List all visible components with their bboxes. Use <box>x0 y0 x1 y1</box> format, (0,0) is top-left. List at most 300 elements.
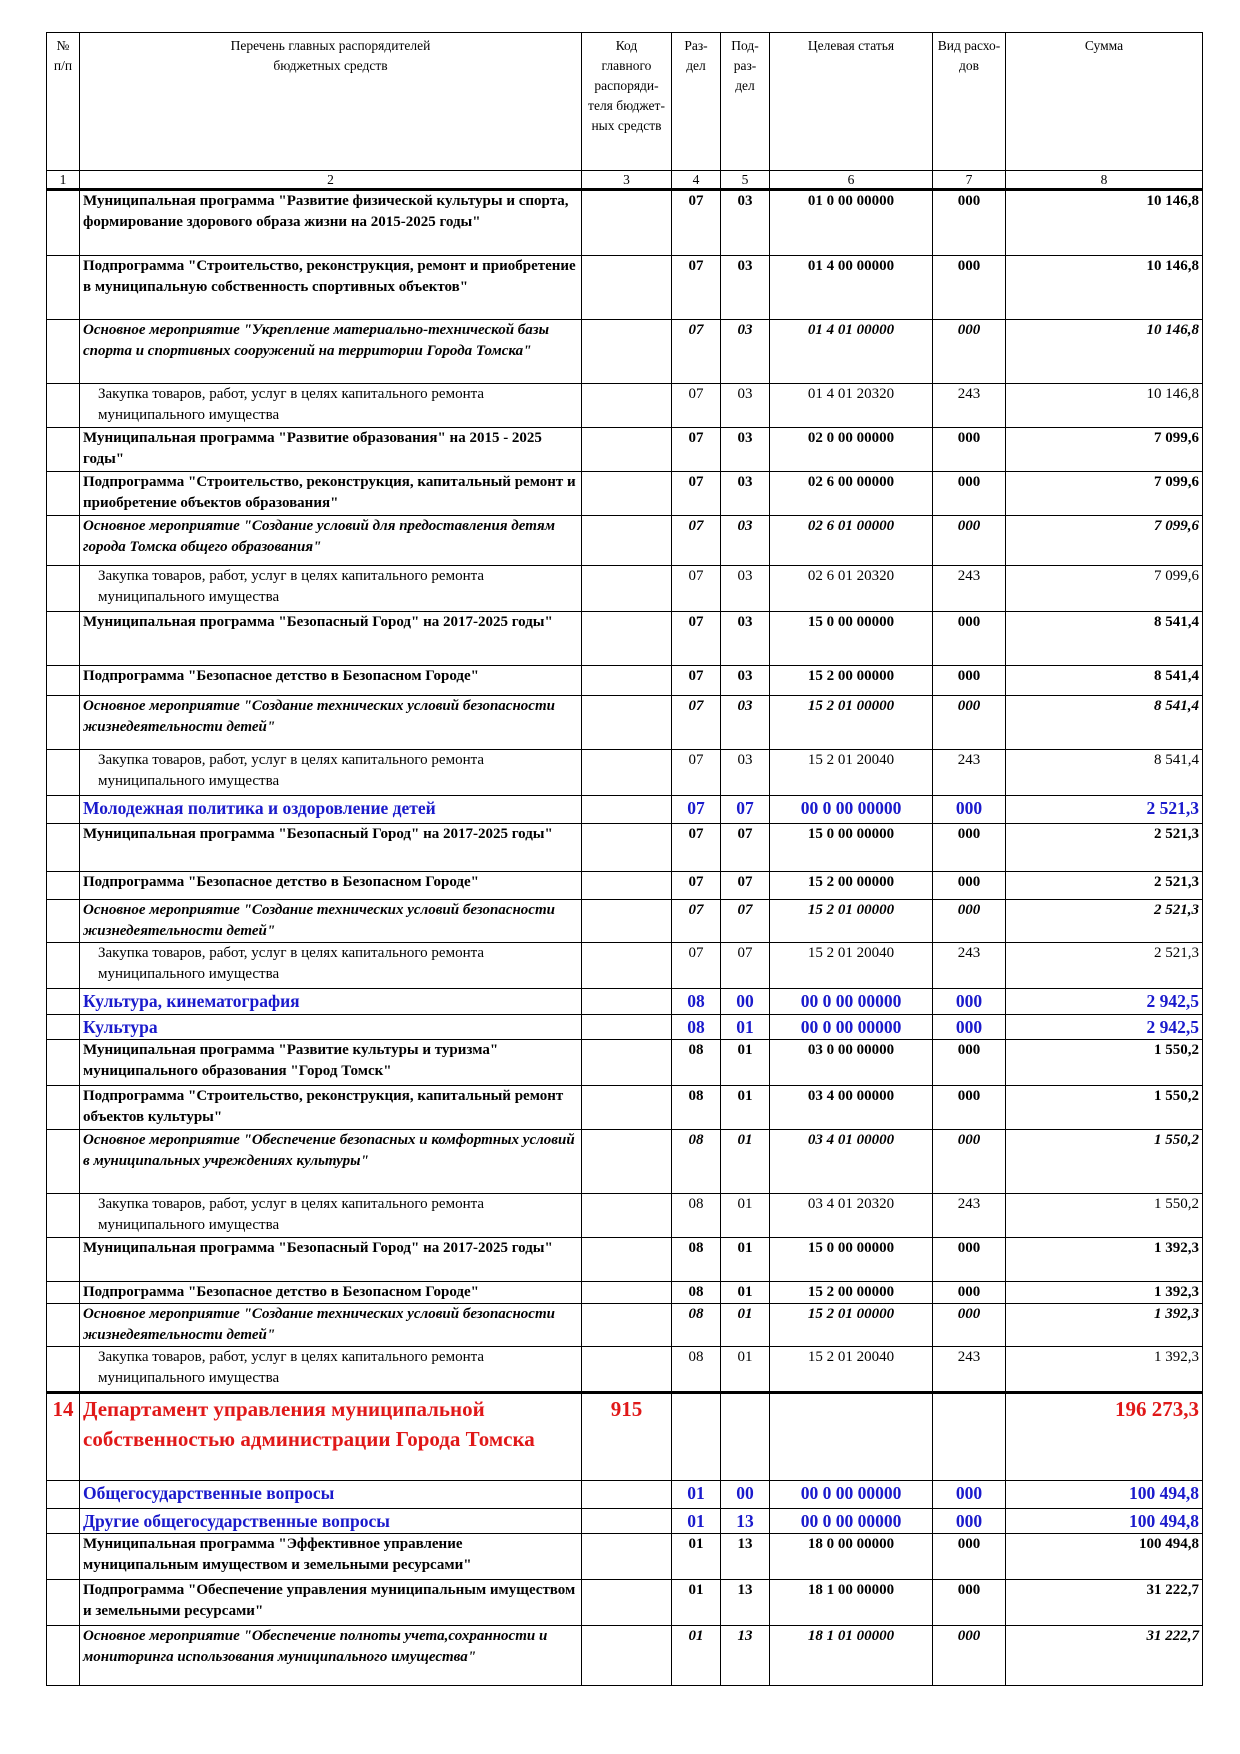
row-razdel: 08 <box>672 1194 721 1238</box>
row-sum: 7 099,6 <box>1006 428 1203 472</box>
column-number: 3 <box>582 171 672 190</box>
row-code <box>582 1509 672 1534</box>
row-razdel: 07 <box>672 900 721 943</box>
row-razdel: 07 <box>672 943 721 989</box>
table-row <box>47 1304 1203 1347</box>
table-row <box>47 796 1203 824</box>
column-number: 5 <box>721 171 770 190</box>
row-podrazdel: 03 <box>721 190 770 256</box>
table-row <box>47 1580 1203 1626</box>
table-row <box>47 943 1203 989</box>
row-name: Подпрограмма "Безопасное детство в Безопасном Городе" <box>80 1282 582 1304</box>
row-sum: 8 541,4 <box>1006 696 1203 750</box>
row-code <box>582 516 672 566</box>
row-number <box>47 256 80 320</box>
row-name: Закупка товаров, работ, услуг в целях капитального ремонта муниципального имущества <box>80 750 582 796</box>
row-razdel: 07 <box>672 472 721 516</box>
row-razdel: 01 <box>672 1509 721 1534</box>
row-expense-type: 000 <box>933 1534 1006 1580</box>
table-row <box>47 824 1203 872</box>
row-target-article: 01 4 00 00000 <box>770 256 933 320</box>
row-sum: 10 146,8 <box>1006 320 1203 384</box>
row-name: Культура, кинематография <box>80 989 582 1015</box>
row-code <box>582 943 672 989</box>
row-target-article: 03 4 01 20320 <box>770 1194 933 1238</box>
row-sum: 10 146,8 <box>1006 190 1203 256</box>
row-razdel: 07 <box>672 612 721 666</box>
table-row <box>47 1626 1203 1686</box>
row-number <box>47 900 80 943</box>
row-code <box>582 190 672 256</box>
row-number <box>47 320 80 384</box>
row-razdel: 07 <box>672 384 721 428</box>
row-target-article: 02 0 00 00000 <box>770 428 933 472</box>
header-sum: Сумма <box>1006 33 1203 171</box>
row-number <box>47 384 80 428</box>
table-row <box>47 428 1203 472</box>
table-row <box>47 1393 1203 1481</box>
row-target-article: 00 0 00 00000 <box>770 989 933 1015</box>
row-podrazdel: 01 <box>721 1282 770 1304</box>
row-code <box>582 1304 672 1347</box>
row-razdel: 08 <box>672 1086 721 1130</box>
row-razdel: 08 <box>672 1282 721 1304</box>
row-code <box>582 1238 672 1282</box>
row-razdel: 08 <box>672 1304 721 1347</box>
row-expense-type: 000 <box>933 1015 1006 1040</box>
column-number: 7 <box>933 171 1006 190</box>
row-expense-type: 000 <box>933 1040 1006 1086</box>
row-target-article: 15 0 00 00000 <box>770 612 933 666</box>
row-target-article: 00 0 00 00000 <box>770 1481 933 1509</box>
row-code <box>582 1347 672 1393</box>
row-name: Закупка товаров, работ, услуг в целях капитального ремонта муниципального имущества <box>80 384 582 428</box>
row-expense-type: 000 <box>933 1238 1006 1282</box>
row-podrazdel: 03 <box>721 516 770 566</box>
row-sum: 7 099,6 <box>1006 516 1203 566</box>
row-target-article: 15 2 01 20040 <box>770 750 933 796</box>
row-expense-type: 000 <box>933 256 1006 320</box>
row-code <box>582 989 672 1015</box>
row-name: Подпрограмма "Строительство, реконструкция, капитальный ремонт объектов культуры" <box>80 1086 582 1130</box>
row-podrazdel: 00 <box>721 989 770 1015</box>
row-target-article: 15 0 00 00000 <box>770 824 933 872</box>
table-row <box>47 989 1203 1015</box>
row-podrazdel: 01 <box>721 1130 770 1194</box>
row-razdel: 07 <box>672 750 721 796</box>
row-expense-type: 000 <box>933 1304 1006 1347</box>
row-sum: 2 942,5 <box>1006 989 1203 1015</box>
row-name: Основное мероприятие "Создание технических условий безопасности жизнедеятельности детей" <box>80 696 582 750</box>
row-target-article: 01 4 01 20320 <box>770 384 933 428</box>
table-row <box>47 472 1203 516</box>
row-podrazdel: 07 <box>721 872 770 900</box>
header-row <box>47 33 1203 171</box>
row-code <box>582 796 672 824</box>
row-podrazdel: 01 <box>721 1040 770 1086</box>
row-code <box>582 666 672 696</box>
row-name: Основное мероприятие "Укрепление материально-технической базы спорта и спортивных сооружений на территории Города Томска" <box>80 320 582 384</box>
row-target-article: 15 2 01 00000 <box>770 900 933 943</box>
row-sum: 31 222,7 <box>1006 1580 1203 1626</box>
row-number <box>47 612 80 666</box>
budget-document <box>46 32 1202 1686</box>
row-name: Муниципальная программа "Развитие культуры и туризма" муниципального образования "Город Томск" <box>80 1040 582 1086</box>
row-razdel: 07 <box>672 256 721 320</box>
table-row <box>47 872 1203 900</box>
table-row <box>47 696 1203 750</box>
row-target-article <box>770 1393 933 1481</box>
row-number <box>47 1015 80 1040</box>
row-sum: 1 550,2 <box>1006 1194 1203 1238</box>
row-razdel: 07 <box>672 666 721 696</box>
row-number <box>47 824 80 872</box>
row-sum: 7 099,6 <box>1006 472 1203 516</box>
row-expense-type: 243 <box>933 750 1006 796</box>
row-razdel: 08 <box>672 1347 721 1393</box>
row-code: 915 <box>582 1393 672 1481</box>
row-sum: 1 392,3 <box>1006 1238 1203 1282</box>
row-target-article: 15 2 01 20040 <box>770 943 933 989</box>
row-name: Другие общегосударственные вопросы <box>80 1509 582 1534</box>
table-row <box>47 1238 1203 1282</box>
row-sum: 8 541,4 <box>1006 750 1203 796</box>
row-podrazdel: 07 <box>721 943 770 989</box>
header-code: Код главного распоряди- теля бюджет- ных средств <box>582 33 672 171</box>
row-podrazdel <box>721 1393 770 1481</box>
table-row <box>47 566 1203 612</box>
column-number: 4 <box>672 171 721 190</box>
row-name: Основное мероприятие "Обеспечение полноты учета,сохранности и мониторинга использования муниципального имущества" <box>80 1626 582 1686</box>
row-sum: 100 494,8 <box>1006 1509 1203 1534</box>
row-target-article: 15 2 00 00000 <box>770 872 933 900</box>
table-row <box>47 256 1203 320</box>
row-name: Закупка товаров, работ, услуг в целях капитального ремонта муниципального имущества <box>80 566 582 612</box>
row-number <box>47 989 80 1015</box>
row-target-article: 15 2 01 20040 <box>770 1347 933 1393</box>
row-number <box>47 1626 80 1686</box>
table-row <box>47 750 1203 796</box>
table-row <box>47 900 1203 943</box>
row-razdel: 07 <box>672 696 721 750</box>
row-code <box>582 1626 672 1686</box>
row-sum: 1 392,3 <box>1006 1347 1203 1393</box>
row-expense-type: 000 <box>933 1130 1006 1194</box>
row-target-article: 03 4 01 00000 <box>770 1130 933 1194</box>
row-name: Молодежная политика и оздоровление детей <box>80 796 582 824</box>
row-sum: 2 521,3 <box>1006 900 1203 943</box>
row-number <box>47 943 80 989</box>
row-name: Общегосударственные вопросы <box>80 1481 582 1509</box>
row-target-article: 02 6 01 20320 <box>770 566 933 612</box>
table-row <box>47 384 1203 428</box>
row-code <box>582 566 672 612</box>
row-target-article: 01 0 00 00000 <box>770 190 933 256</box>
row-target-article: 02 6 00 00000 <box>770 472 933 516</box>
row-target-article: 15 2 01 00000 <box>770 696 933 750</box>
row-expense-type: 000 <box>933 872 1006 900</box>
row-podrazdel: 03 <box>721 320 770 384</box>
header-expense-type: Вид расхо- дов <box>933 33 1006 171</box>
row-sum: 100 494,8 <box>1006 1534 1203 1580</box>
row-number <box>47 1481 80 1509</box>
row-podrazdel: 13 <box>721 1626 770 1686</box>
row-name: Муниципальная программа "Безопасный Город" на 2017-2025 годы" <box>80 1238 582 1282</box>
row-target-article: 00 0 00 00000 <box>770 1015 933 1040</box>
row-name: Муниципальная программа "Развитие образования" на 2015 - 2025 годы" <box>80 428 582 472</box>
row-number <box>47 1347 80 1393</box>
row-razdel: 08 <box>672 1130 721 1194</box>
row-podrazdel: 03 <box>721 384 770 428</box>
row-sum: 8 541,4 <box>1006 666 1203 696</box>
row-razdel: 07 <box>672 796 721 824</box>
row-target-article: 18 0 00 00000 <box>770 1534 933 1580</box>
row-podrazdel: 01 <box>721 1238 770 1282</box>
row-number <box>47 1130 80 1194</box>
row-expense-type: 000 <box>933 472 1006 516</box>
row-expense-type: 000 <box>933 666 1006 696</box>
table-row <box>47 1086 1203 1130</box>
row-sum: 10 146,8 <box>1006 256 1203 320</box>
row-name: Основное мероприятие "Создание технических условий безопасности жизнедеятельности детей" <box>80 1304 582 1347</box>
row-podrazdel: 00 <box>721 1481 770 1509</box>
row-podrazdel: 03 <box>721 428 770 472</box>
row-name: Закупка товаров, работ, услуг в целях капитального ремонта муниципального имущества <box>80 1194 582 1238</box>
row-name: Подпрограмма "Строительство, реконструкция, капитальный ремонт и приобретение объектов образования" <box>80 472 582 516</box>
row-code <box>582 384 672 428</box>
row-target-article: 03 4 00 00000 <box>770 1086 933 1130</box>
row-name: Подпрограмма "Обеспечение управления муниципальным имуществом и земельными ресурсами" <box>80 1580 582 1626</box>
row-sum: 1 550,2 <box>1006 1130 1203 1194</box>
row-podrazdel: 03 <box>721 696 770 750</box>
row-expense-type: 243 <box>933 384 1006 428</box>
row-name: Закупка товаров, работ, услуг в целях капитального ремонта муниципального имущества <box>80 1347 582 1393</box>
row-podrazdel: 03 <box>721 612 770 666</box>
row-sum: 100 494,8 <box>1006 1481 1203 1509</box>
row-name: Муниципальная программа "Развитие физической культуры и спорта, формирование здорового образа жизни на 2015-2025 годы" <box>80 190 582 256</box>
table-row <box>47 612 1203 666</box>
row-number <box>47 566 80 612</box>
row-code <box>582 612 672 666</box>
row-sum: 7 099,6 <box>1006 566 1203 612</box>
row-number <box>47 1509 80 1534</box>
row-podrazdel: 07 <box>721 900 770 943</box>
row-podrazdel: 01 <box>721 1347 770 1393</box>
row-number <box>47 1086 80 1130</box>
table-row <box>47 190 1203 256</box>
row-code <box>582 872 672 900</box>
row-expense-type: 000 <box>933 796 1006 824</box>
row-expense-type: 243 <box>933 1194 1006 1238</box>
table-row <box>47 1130 1203 1194</box>
row-razdel: 01 <box>672 1580 721 1626</box>
row-target-article: 15 0 00 00000 <box>770 1238 933 1282</box>
row-expense-type: 000 <box>933 900 1006 943</box>
row-name: Основное мероприятие "Создание технических условий безопасности жизнедеятельности детей" <box>80 900 582 943</box>
row-expense-type: 000 <box>933 612 1006 666</box>
row-number <box>47 472 80 516</box>
row-razdel: 01 <box>672 1534 721 1580</box>
column-number: 6 <box>770 171 933 190</box>
row-razdel: 07 <box>672 872 721 900</box>
table-row <box>47 516 1203 566</box>
row-expense-type: 000 <box>933 516 1006 566</box>
row-target-article: 01 4 01 00000 <box>770 320 933 384</box>
row-code <box>582 428 672 472</box>
row-sum: 2 521,3 <box>1006 872 1203 900</box>
row-podrazdel: 03 <box>721 256 770 320</box>
row-code <box>582 1015 672 1040</box>
table-row <box>47 1282 1203 1304</box>
row-number <box>47 796 80 824</box>
row-expense-type: 000 <box>933 696 1006 750</box>
row-podrazdel: 03 <box>721 566 770 612</box>
row-razdel: 01 <box>672 1481 721 1509</box>
row-razdel: 07 <box>672 190 721 256</box>
row-code <box>582 1130 672 1194</box>
row-number <box>47 1534 80 1580</box>
row-podrazdel: 03 <box>721 666 770 696</box>
row-sum: 31 222,7 <box>1006 1626 1203 1686</box>
row-sum: 10 146,8 <box>1006 384 1203 428</box>
row-sum: 1 550,2 <box>1006 1040 1203 1086</box>
row-razdel: 08 <box>672 1015 721 1040</box>
row-sum: 196 273,3 <box>1006 1393 1203 1481</box>
row-podrazdel: 03 <box>721 472 770 516</box>
row-number <box>47 1282 80 1304</box>
row-expense-type: 243 <box>933 1347 1006 1393</box>
row-name: Муниципальная программа "Безопасный Город" на 2017-2025 годы" <box>80 824 582 872</box>
header-podrazdel: Под- раз- дел <box>721 33 770 171</box>
row-razdel: 07 <box>672 516 721 566</box>
row-razdel: 07 <box>672 320 721 384</box>
header-target: Целевая статья <box>770 33 933 171</box>
row-sum: 1 550,2 <box>1006 1086 1203 1130</box>
header-number: № п/п <box>47 33 80 171</box>
row-podrazdel: 13 <box>721 1534 770 1580</box>
row-number: 14 <box>47 1393 80 1481</box>
row-target-article: 18 1 01 00000 <box>770 1626 933 1686</box>
row-code <box>582 750 672 796</box>
row-razdel: 08 <box>672 1238 721 1282</box>
row-podrazdel: 07 <box>721 824 770 872</box>
table-row <box>47 666 1203 696</box>
row-code <box>582 1194 672 1238</box>
row-expense-type: 000 <box>933 190 1006 256</box>
budget-table <box>46 32 1203 1686</box>
row-razdel: 01 <box>672 1626 721 1686</box>
row-expense-type: 000 <box>933 1086 1006 1130</box>
row-podrazdel: 01 <box>721 1194 770 1238</box>
row-podrazdel: 01 <box>721 1304 770 1347</box>
row-expense-type: 243 <box>933 943 1006 989</box>
header-name: Перечень главных распорядителей бюджетных средств <box>80 33 582 171</box>
row-podrazdel: 03 <box>721 750 770 796</box>
row-expense-type: 000 <box>933 1626 1006 1686</box>
row-expense-type: 000 <box>933 1481 1006 1509</box>
row-number <box>47 1238 80 1282</box>
row-number <box>47 1040 80 1086</box>
row-number <box>47 1580 80 1626</box>
row-name: Подпрограмма "Строительство, реконструкция, ремонт и приобретение в муниципальную собственность спортивных объектов" <box>80 256 582 320</box>
column-number: 2 <box>80 171 582 190</box>
row-target-article: 15 2 00 00000 <box>770 1282 933 1304</box>
row-code <box>582 696 672 750</box>
row-expense-type <box>933 1393 1006 1481</box>
row-sum: 8 541,4 <box>1006 612 1203 666</box>
row-expense-type: 000 <box>933 989 1006 1015</box>
row-name: Культура <box>80 1015 582 1040</box>
row-code <box>582 1534 672 1580</box>
row-code <box>582 1282 672 1304</box>
table-row <box>47 1347 1203 1393</box>
row-target-article: 18 1 00 00000 <box>770 1580 933 1626</box>
row-razdel: 07 <box>672 428 721 472</box>
table-row <box>47 1015 1203 1040</box>
column-number: 1 <box>47 171 80 190</box>
column-number-row <box>47 171 1203 190</box>
row-expense-type: 000 <box>933 1509 1006 1534</box>
row-name: Закупка товаров, работ, услуг в целях капитального ремонта муниципального имущества <box>80 943 582 989</box>
row-number <box>47 1304 80 1347</box>
row-number <box>47 428 80 472</box>
row-razdel <box>672 1393 721 1481</box>
row-number <box>47 872 80 900</box>
row-razdel: 07 <box>672 824 721 872</box>
row-sum: 2 942,5 <box>1006 1015 1203 1040</box>
row-name: Подпрограмма "Безопасное детство в Безопасном Городе" <box>80 872 582 900</box>
row-target-article: 02 6 01 00000 <box>770 516 933 566</box>
row-name: Основное мероприятие "Обеспечение безопасных и комфортных условий в муниципальных учреждениях культуры" <box>80 1130 582 1194</box>
row-sum: 2 521,3 <box>1006 796 1203 824</box>
row-podrazdel: 13 <box>721 1580 770 1626</box>
table-row <box>47 320 1203 384</box>
row-code <box>582 320 672 384</box>
table-row <box>47 1534 1203 1580</box>
row-number <box>47 666 80 696</box>
row-razdel: 08 <box>672 989 721 1015</box>
row-target-article: 15 2 00 00000 <box>770 666 933 696</box>
row-expense-type: 000 <box>933 428 1006 472</box>
row-expense-type: 243 <box>933 566 1006 612</box>
row-code <box>582 1040 672 1086</box>
row-number <box>47 750 80 796</box>
row-code <box>582 472 672 516</box>
row-podrazdel: 01 <box>721 1086 770 1130</box>
row-sum: 1 392,3 <box>1006 1304 1203 1347</box>
row-razdel: 08 <box>672 1040 721 1086</box>
row-expense-type: 000 <box>933 1580 1006 1626</box>
table-row <box>47 1040 1203 1086</box>
row-number <box>47 696 80 750</box>
row-podrazdel: 01 <box>721 1015 770 1040</box>
column-number: 8 <box>1006 171 1203 190</box>
row-code <box>582 1481 672 1509</box>
row-number <box>47 516 80 566</box>
row-name: Муниципальная программа "Эффективное управление муниципальным имуществом и земельными ресурсами" <box>80 1534 582 1580</box>
row-name: Муниципальная программа "Безопасный Город" на 2017-2025 годы" <box>80 612 582 666</box>
header-razdel: Раз- дел <box>672 33 721 171</box>
row-sum: 1 392,3 <box>1006 1282 1203 1304</box>
row-expense-type: 000 <box>933 1282 1006 1304</box>
table-row <box>47 1509 1203 1534</box>
table-row <box>47 1194 1203 1238</box>
row-name: Подпрограмма "Безопасное детство в Безопасном Городе" <box>80 666 582 696</box>
row-podrazdel: 07 <box>721 796 770 824</box>
row-target-article: 15 2 01 00000 <box>770 1304 933 1347</box>
table-row <box>47 1481 1203 1509</box>
row-target-article: 00 0 00 00000 <box>770 796 933 824</box>
